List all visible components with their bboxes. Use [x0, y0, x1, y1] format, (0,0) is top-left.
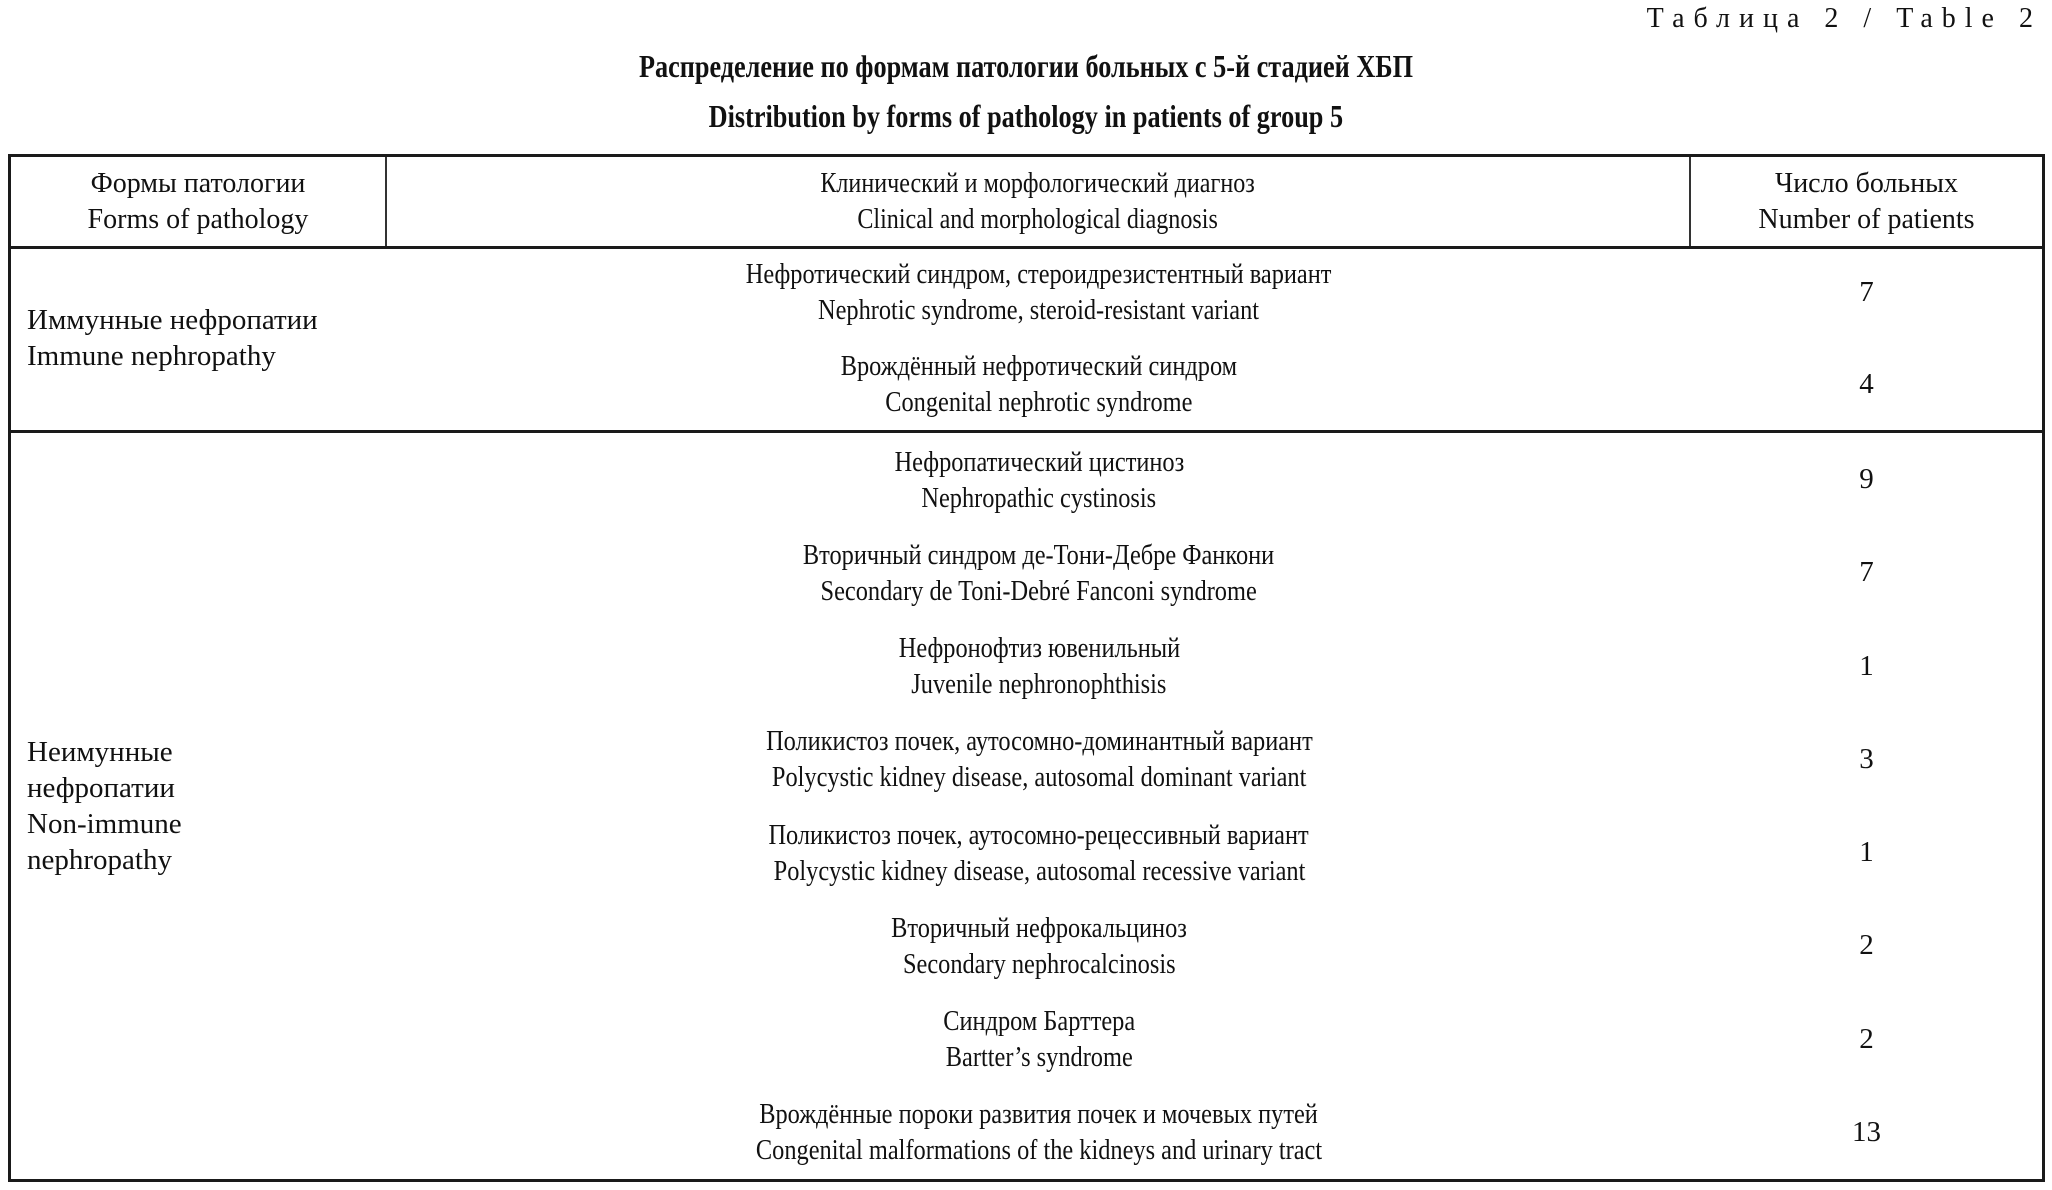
table-row	[387, 899, 2042, 992]
diagnosis-en: Nephrotic syndrome, steroid-resistant variant	[818, 294, 1260, 326]
diagnosis-ru: Врождённые пороки развития почек и мочевых путей	[759, 1098, 1319, 1131]
table-row	[387, 433, 2042, 526]
patient-count: 13	[1852, 1115, 1881, 1148]
diagnosis-en: Nephropathic cystinosis	[921, 481, 1157, 514]
diagnosis-ru: Поликистоз почек, аутосомно-рецессивный вариант	[768, 818, 1310, 851]
diagnosis-en: Secondary nephrocalcinosis	[902, 947, 1176, 980]
diagnosis-en: Polycystic kidney disease, autosomal dominant variant	[771, 761, 1307, 794]
diagnosis-ru: Вторичный синдром де-Тони-Дебре Фанкони	[803, 538, 1275, 571]
diagnosis-en: Bartter’s syndrome	[945, 1041, 1133, 1074]
table-row	[387, 1086, 2042, 1179]
group-label-line: Immune nephropathy	[27, 340, 276, 372]
diagnosis-cell	[387, 246, 1691, 338]
patient-count: 9	[1859, 463, 1874, 496]
table-row	[387, 993, 2042, 1086]
patient-count: 4	[1859, 367, 1874, 400]
diagnosis-ru: Нефропатический цистиноз	[894, 445, 1184, 478]
table-row	[387, 246, 2042, 338]
header-diagnosis	[387, 157, 1691, 246]
diagnosis-ru: Вторичный нефрокальциноз	[891, 911, 1187, 944]
diagnosis-cell	[387, 526, 1691, 619]
diagnosis-en: Polycystic kidney disease, autosomal recessive variant	[773, 854, 1305, 887]
diagnosis-en: Congenital nephrotic syndrome	[885, 386, 1193, 418]
diagnosis-ru: Нефронофтиз ювенильный	[898, 632, 1180, 665]
header-col2-en: Clinical and morphological diagnosis	[857, 203, 1219, 235]
diagnosis-cell	[387, 993, 1691, 1086]
patient-count: 2	[1859, 1022, 1874, 1055]
diagnosis-cell	[387, 713, 1691, 806]
group-rows	[387, 246, 2042, 430]
patient-count: 1	[1859, 836, 1874, 869]
table-title-ru-text: Распределение по формам патологии больных с 5-й стадией ХБП	[638, 48, 1414, 84]
table-title-en-text: Distribution by forms of pathology in patients of group 5	[708, 98, 1344, 134]
group-immune	[11, 246, 2042, 433]
diagnosis-ru: Врождённый нефротический синдром	[840, 350, 1238, 382]
table-row	[387, 620, 2042, 713]
diagnosis-cell	[387, 899, 1691, 992]
diagnosis-cell	[387, 338, 1691, 430]
group-rows	[387, 433, 2042, 1179]
header-number-of-patients	[1691, 157, 2042, 246]
diagnosis-ru: Синдром Барттера	[943, 1005, 1135, 1038]
patient-count: 7	[1859, 275, 1874, 308]
pathology-table	[8, 154, 2045, 1182]
group-label	[27, 246, 367, 430]
group-label-line: nephropathy	[27, 844, 172, 876]
patient-count: 3	[1859, 742, 1874, 775]
group-non-immune	[11, 433, 2042, 1179]
table-row	[387, 526, 2042, 619]
header-col2-ru: Клинический и морфологический диагноз	[820, 167, 1256, 199]
diagnosis-ru: Нефротический синдром, стероидрезистентный вариант	[746, 258, 1332, 290]
table-row	[387, 338, 2042, 430]
group-label-line: нефропатии	[27, 772, 175, 804]
diagnosis-cell	[387, 1086, 1691, 1179]
diagnosis-ru: Поликистоз почек, аутосомно-доминантный вариант	[765, 725, 1313, 758]
diagnosis-en: Juvenile nephronophthisis	[911, 668, 1167, 701]
table-row	[387, 806, 2042, 899]
table-number: Таблица 2 / Table 2	[1646, 3, 2042, 34]
patient-count: 7	[1859, 556, 1874, 589]
group-label	[27, 433, 367, 1179]
header-col3-ru: Число больных	[1775, 167, 1958, 199]
patient-count: 2	[1859, 929, 1874, 962]
group-label-line: Иммунные нефропатии	[27, 304, 318, 336]
header-forms-of-pathology	[11, 157, 387, 246]
diagnosis-cell	[387, 620, 1691, 713]
table-title-ru	[0, 46, 2052, 86]
table-header	[11, 157, 2042, 249]
header-col3-en: Number of patients	[1758, 203, 1975, 235]
patient-count: 1	[1859, 649, 1874, 682]
table-title-en	[0, 96, 2052, 136]
diagnosis-en: Congenital malformations of the kidneys and urinary tract	[755, 1134, 1323, 1167]
header-col1-en: Forms of pathology	[87, 203, 309, 235]
diagnosis-cell	[387, 433, 1691, 526]
diagnosis-en: Secondary de Toni-Debré Fanconi syndrome	[820, 574, 1258, 607]
table-row	[387, 713, 2042, 806]
header-col1-ru: Формы патологии	[90, 167, 306, 199]
group-label-line: Non-immune	[27, 808, 182, 840]
group-label-line: Неимунные	[27, 736, 173, 768]
diagnosis-cell	[387, 806, 1691, 899]
